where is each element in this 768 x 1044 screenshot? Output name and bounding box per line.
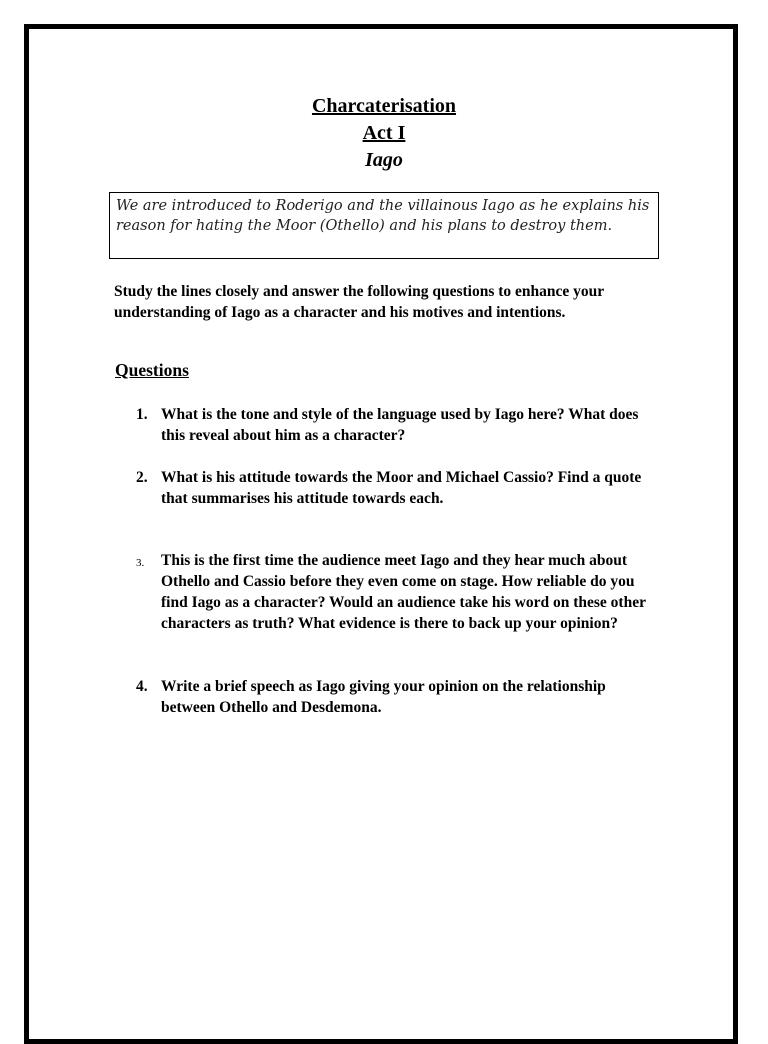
question-item-3	[136, 550, 656, 634]
intro-box	[109, 192, 659, 259]
question-text: Write a brief speech as Iago giving your opinion on the relationship between Othello and Desdemona.	[161, 678, 606, 716]
question-item-1	[136, 404, 656, 446]
question-number: 2.	[136, 469, 148, 486]
question-number: 3.	[136, 557, 145, 569]
question-item-2	[136, 467, 656, 509]
instructions-text: Study the lines closely and answer the following questions to enhance your understanding of Iago as a character and his motives and intentions.	[114, 283, 604, 321]
question-item-4	[136, 676, 656, 718]
act-heading: Act I	[362, 122, 406, 144]
questions-heading: Questions	[115, 360, 189, 380]
intro-text: We are introduced to Roderigo and the villainous Iago as he explains his reason for hating the Moor (Othello) and his plans to destroy them.	[116, 198, 650, 234]
question-text: What is the tone and style of the language used by Iago here? What does this reveal about him as a character?	[161, 406, 639, 444]
document-title: Charcaterisation	[311, 95, 457, 117]
page-border	[24, 24, 738, 1044]
question-text: This is the first time the audience meet Iago and they hear much about Othello and Cassio before they even come on stage. How reliable do you find Iago as a character? Would an audience take his word on these other characters as truth? What evidence is there to back up your opinion?	[161, 552, 646, 632]
question-number: 1.	[136, 406, 148, 423]
question-number: 4.	[136, 678, 148, 695]
title-block	[0, 93, 768, 174]
character-heading: Iago	[365, 149, 403, 171]
question-text: What is his attitude towards the Moor and Michael Cassio? Find a quote that summarises his attitude towards each.	[161, 469, 642, 507]
